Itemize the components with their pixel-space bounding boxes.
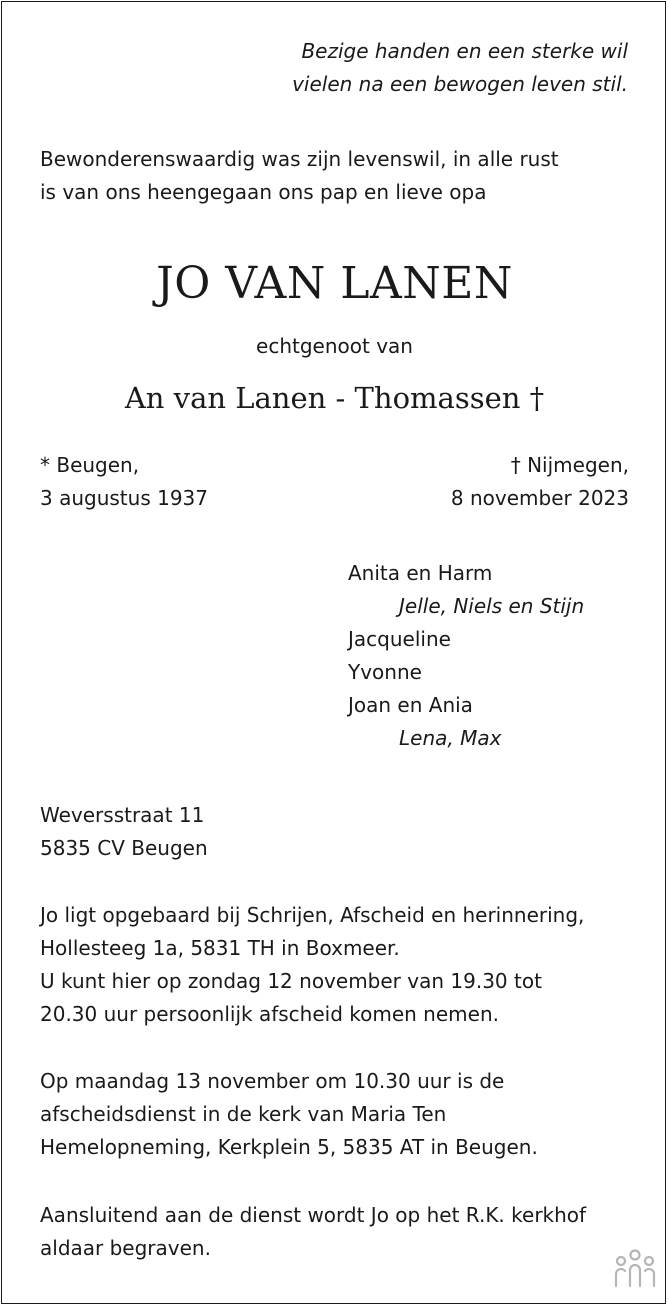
intro-line: is van ons heengegaan ons pap en lieve opa (40, 180, 487, 204)
viewing-info (40, 899, 584, 1031)
address-street: Weversstraat 11 (40, 803, 205, 827)
birth-date: 3 augustus 1937 (40, 486, 208, 510)
burial-line: Aansluitend aan de dienst wordt Jo op het R.K. kerkhof (40, 1203, 587, 1227)
family-member: Joan en Ania (348, 693, 473, 717)
service-info (40, 1065, 538, 1164)
address (40, 799, 208, 865)
family-member: Anita en Harm (348, 561, 493, 585)
address-postal-city: 5835 CV Beugen (40, 836, 208, 860)
service-line: Hemelopneming, Kerkplein 5, 5835 AT in Beugen. (40, 1135, 538, 1159)
spouse-name: An van Lanen - Thomassen † (124, 381, 545, 415)
motto (0, 35, 628, 101)
intro-line: Bewonderenswaardig was zijn levenswil, in alle rust (40, 147, 559, 171)
people-group-icon (610, 1248, 660, 1288)
intro-text (40, 143, 559, 209)
burial-info (40, 1199, 586, 1265)
birth-place: * Beugen, (40, 453, 140, 477)
service-line: afscheidsdienst in de kerk van Maria Ten (40, 1102, 447, 1126)
viewing-line: Hollesteeg 1a, 5831 TH in Boxmeer. (40, 936, 400, 960)
spouse-label: echtgenoot van (256, 334, 413, 358)
deceased-name: JO VAN LANEN (156, 258, 513, 309)
burial-line: aldaar begraven. (40, 1236, 211, 1260)
viewing-line: U kunt hier op zondag 12 november van 19.30 tot (40, 969, 542, 993)
viewing-line: 20.30 uur persoonlijk afscheid komen nemen. (40, 1002, 499, 1026)
family-member: Jacqueline (348, 627, 451, 651)
grandchildren: Lena, Max (399, 726, 502, 750)
grandchildren: Jelle, Niels en Stijn (399, 594, 585, 618)
service-line: Op maandag 13 november om 10.30 uur is de (40, 1069, 505, 1093)
viewing-line: Jo ligt opgebaard bij Schrijen, Afscheid en herinnering, (40, 903, 585, 927)
death-info (451, 449, 629, 515)
death-place: † Nijmegen, (510, 453, 629, 477)
family-member: Yvonne (348, 660, 422, 684)
death-date: 8 november 2023 (450, 486, 629, 510)
family-list (348, 557, 584, 755)
motto-line: vielen na een bewogen leven stil. (292, 72, 628, 96)
birth-info (40, 449, 208, 515)
motto-line: Bezige handen en een sterke wil (301, 39, 628, 63)
